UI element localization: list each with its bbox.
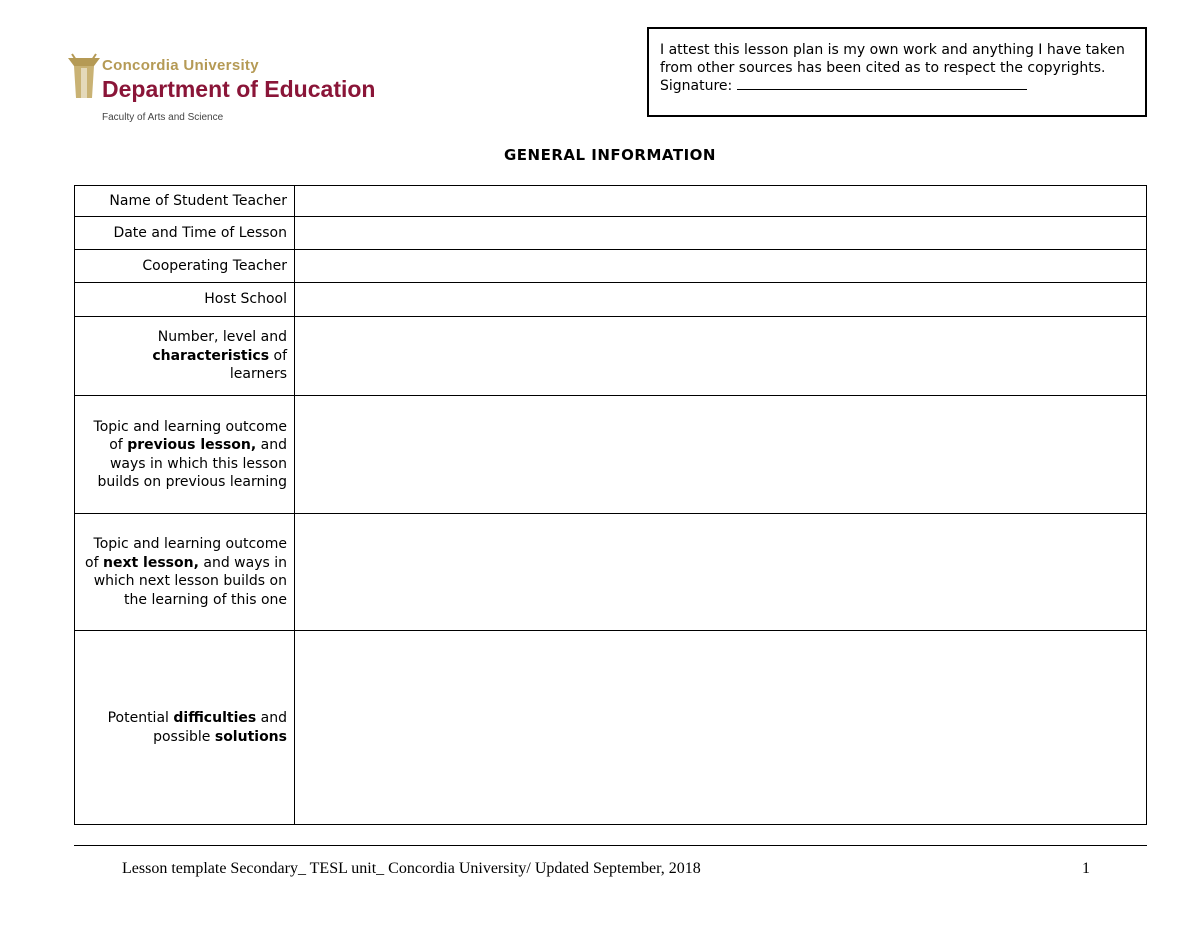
previous-lesson-field[interactable]: [295, 396, 1147, 514]
logo-university: Concordia University: [102, 57, 259, 74]
student-teacher-field[interactable]: [295, 186, 1147, 217]
page-title: GENERAL INFORMATION: [504, 146, 716, 164]
table-row: [75, 317, 1147, 396]
table-row: [75, 514, 1147, 631]
table-row: [75, 283, 1147, 317]
signature-line[interactable]: [737, 77, 1027, 90]
attestation-text: I attest this lesson plan is my own work and anything I have taken from other sources has been cited as to respect the copyrights. Signature:: [660, 42, 1125, 94]
row-label: Number, level and characteristics of learners: [75, 317, 295, 396]
cooperating-teacher-field[interactable]: [295, 250, 1147, 283]
concordia-crest-icon: [66, 52, 102, 100]
attestation-box: [647, 27, 1147, 117]
row-label: Name of Student Teacher: [75, 186, 295, 217]
date-time-field[interactable]: [295, 217, 1147, 250]
footer-text: Lesson template Secondary_ TESL unit_ Concordia University/ Updated September, 2018: [122, 860, 701, 877]
table-row: [75, 186, 1147, 217]
table-row: [75, 250, 1147, 283]
learners-field[interactable]: [295, 317, 1147, 396]
row-label: Cooperating Teacher: [75, 250, 295, 283]
row-label: Topic and learning outcome of previous lesson, and ways in which this lesson builds on previous learning: [75, 396, 295, 514]
logo-faculty: Faculty of Arts and Science: [102, 112, 224, 123]
table-row: [75, 396, 1147, 514]
concordia-logo: [66, 52, 386, 132]
row-label: Date and Time of Lesson: [75, 217, 295, 250]
logo-department: Department of Education: [102, 76, 376, 102]
row-label: Topic and learning outcome of next lesson, and ways in which next lesson builds on the learning of this one: [75, 514, 295, 631]
next-lesson-field[interactable]: [295, 514, 1147, 631]
table-row: [75, 631, 1147, 825]
footer-divider: [74, 845, 1147, 846]
row-label: Potential difficulties and possible solutions: [75, 631, 295, 825]
general-info-table: [74, 185, 1147, 825]
table-row: [75, 217, 1147, 250]
difficulties-field[interactable]: [295, 631, 1147, 825]
row-label: Host School: [75, 283, 295, 317]
page-number: 1: [1082, 860, 1090, 877]
host-school-field[interactable]: [295, 283, 1147, 317]
